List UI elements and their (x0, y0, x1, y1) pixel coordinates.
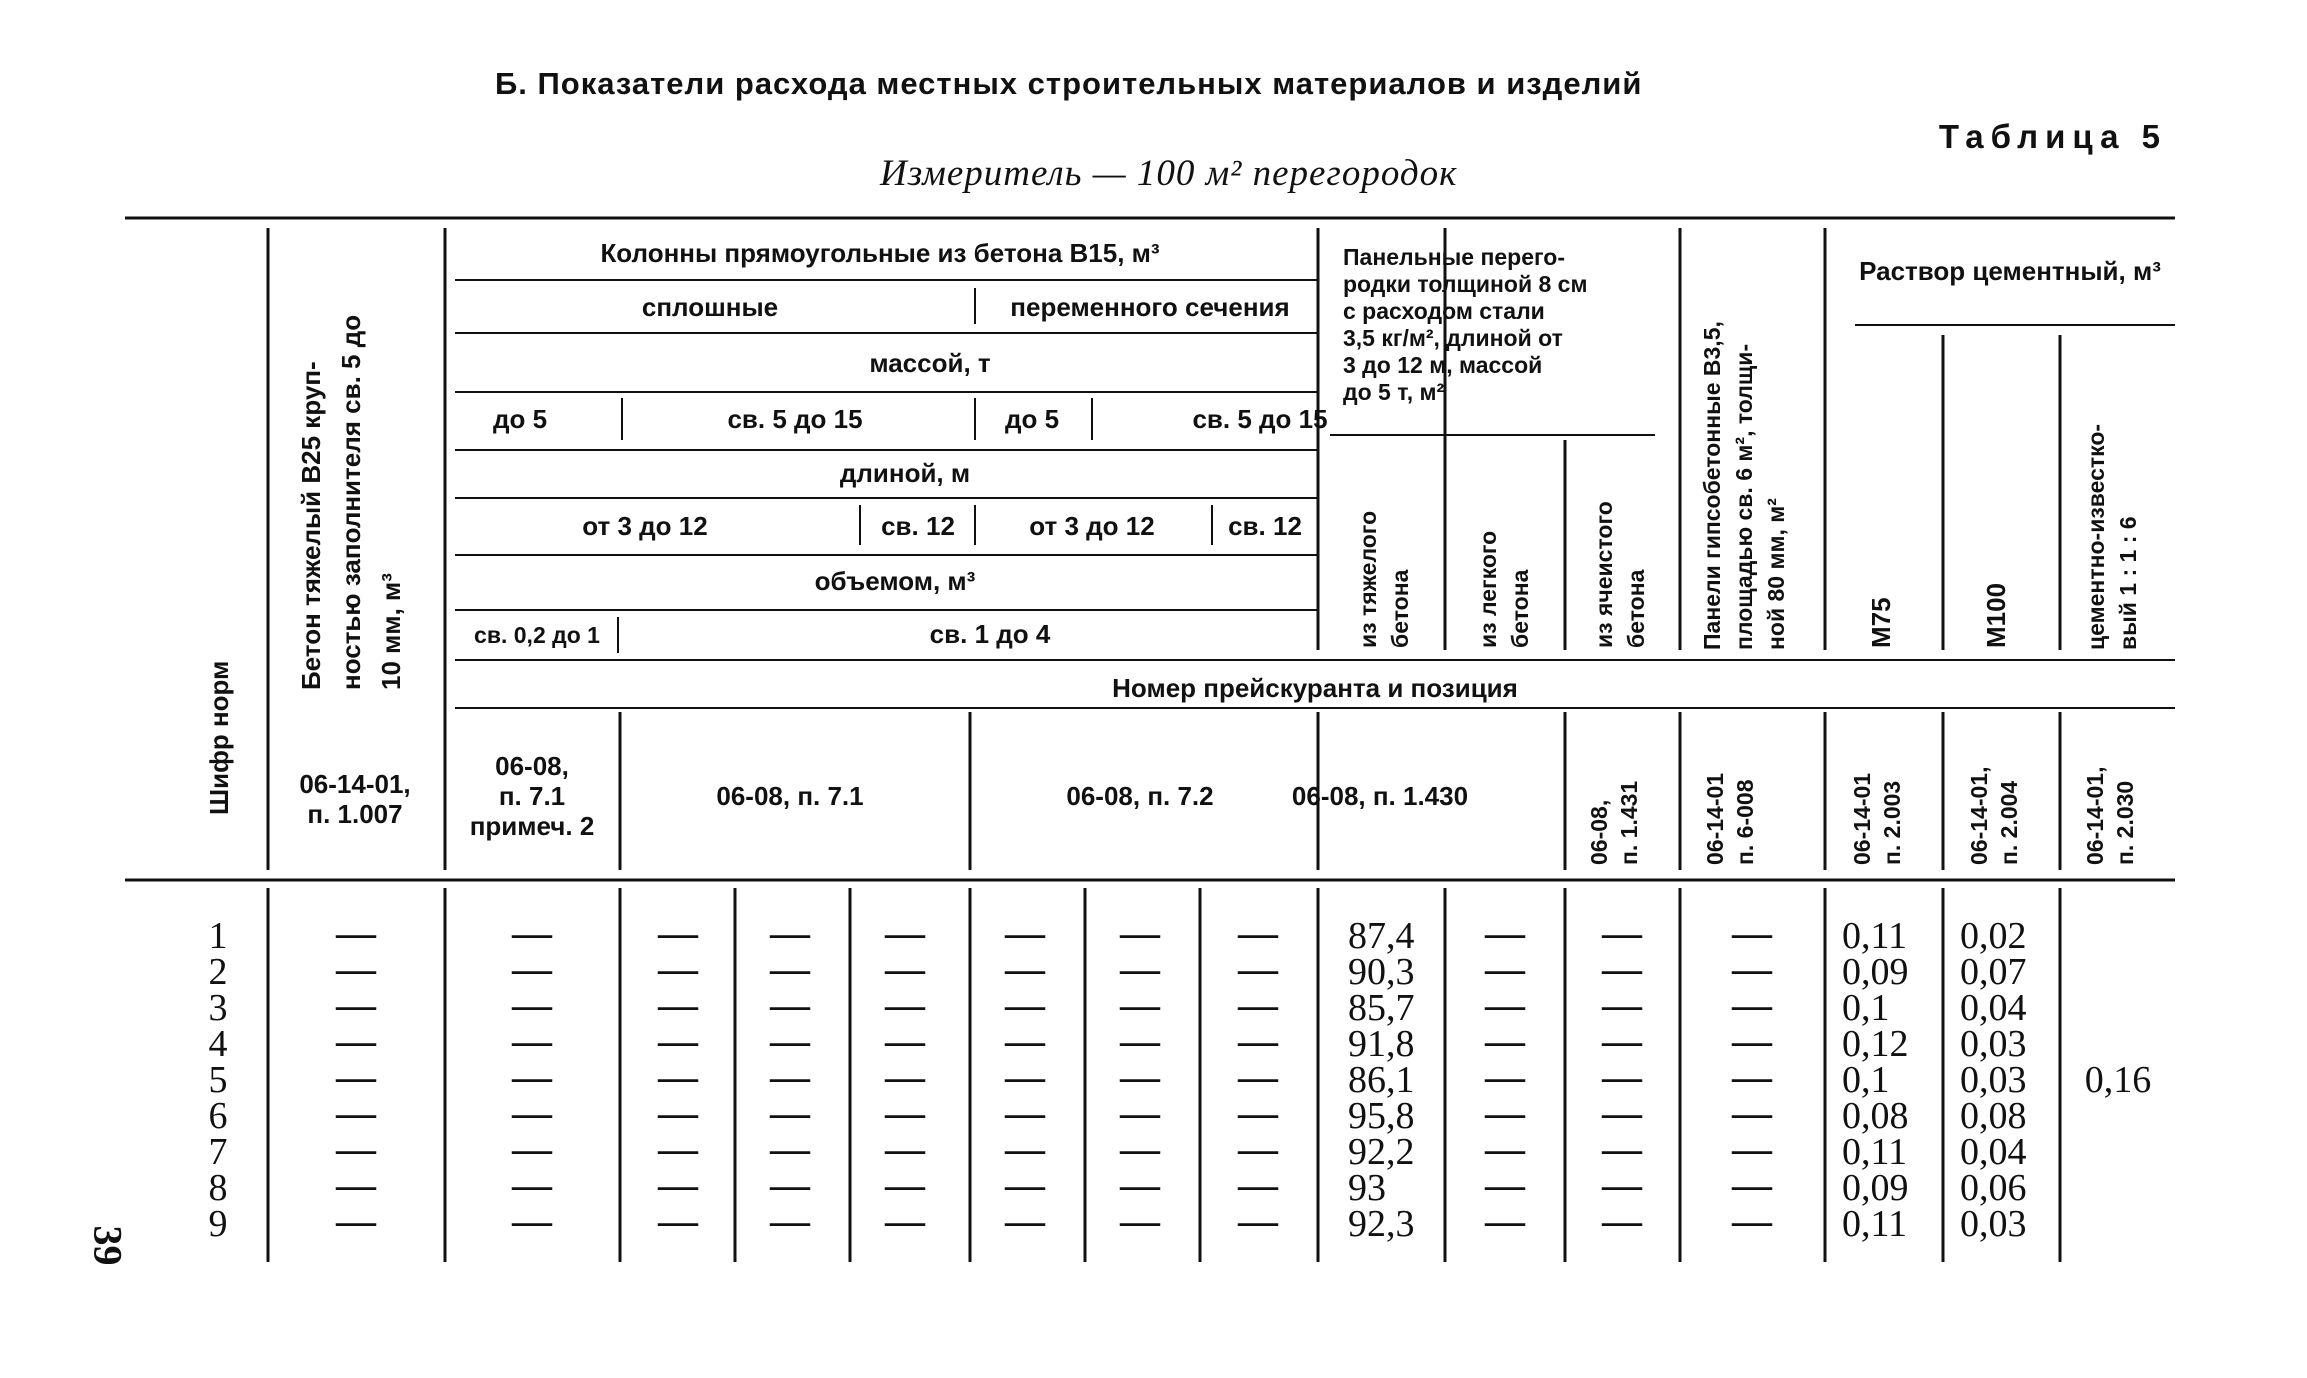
row-dash: — (658, 982, 698, 1027)
price-ref: п. 2.004 (1996, 780, 2022, 865)
concrete-header: 10 мм, м³ (376, 573, 406, 690)
volume-value: св. 1 до 4 (929, 619, 1051, 649)
row-dash: — (1732, 910, 1772, 955)
row-dash: — (770, 1054, 810, 1099)
row-dash: — (512, 1018, 552, 1063)
price-ref: 06-08, п. 7.2 (1066, 781, 1214, 811)
row-heavy-value: 90,3 (1348, 951, 1415, 993)
mass-value: до 5 (492, 404, 548, 434)
row-dash: — (1485, 910, 1525, 955)
code-header: Шифр норм (204, 660, 234, 815)
row-dash: — (658, 1018, 698, 1063)
row-m100-value: 0,03 (1960, 1023, 2027, 1065)
row-dash: — (1238, 1054, 1278, 1099)
price-ref: 06-14-01, (1966, 766, 1992, 865)
row-m100-value: 0,07 (1960, 951, 2027, 993)
row-dash: — (1732, 1126, 1772, 1171)
price-list-header: Номер прейскуранта и позиция (1112, 673, 1518, 703)
panel-header: 3 до 12 м, массой (1343, 352, 1543, 378)
length-value: св. 12 (1228, 511, 1302, 541)
row-dash: — (885, 946, 925, 991)
row-dash: — (1238, 910, 1278, 955)
mass-value: св. 5 до 15 (1192, 404, 1328, 434)
row-dash: — (336, 946, 376, 991)
row-dash: — (1005, 982, 1045, 1027)
row-code: 5 (208, 1059, 228, 1101)
row-dash: — (1485, 1054, 1525, 1099)
row-m100-value: 0,08 (1960, 1095, 2027, 1137)
measure-unit: Измеритель — 100 м² перегородок (880, 153, 1458, 194)
panel-header: 3,5 кг/м², длиной от (1343, 325, 1563, 351)
row-dash: — (1120, 1126, 1160, 1171)
row-code: 1 (208, 915, 228, 957)
row-m100-value: 0,03 (1960, 1203, 2027, 1245)
row-dash: — (1005, 1162, 1045, 1207)
row-dash: — (1732, 1054, 1772, 1099)
row-heavy-value: 91,8 (1348, 1023, 1415, 1065)
row-dash: — (1005, 1054, 1045, 1099)
row-dash: — (1485, 1198, 1525, 1243)
row-dash: — (1005, 1198, 1045, 1243)
mass-value: св. 5 до 15 (727, 404, 863, 434)
price-ref: 06-14-01 (1849, 772, 1875, 865)
page-number: 39 (85, 1225, 131, 1266)
row-dash: — (1238, 1126, 1278, 1171)
row-dash: — (1120, 1054, 1160, 1099)
row-m100-value: 0,04 (1960, 1131, 2027, 1173)
row-dash: — (770, 910, 810, 955)
row-dash: — (885, 1162, 925, 1207)
row-m100-value: 0,02 (1960, 915, 2027, 957)
row-dash: — (336, 910, 376, 955)
price-ref: 06-08, п. 7.1 (716, 781, 864, 811)
row-dash: — (1732, 1018, 1772, 1063)
row-dash: — (658, 1054, 698, 1099)
row-m75-value: 0,08 (1842, 1095, 1909, 1137)
row-dash: — (1602, 982, 1642, 1027)
row-dash: — (1005, 1018, 1045, 1063)
row-dash: — (1120, 1018, 1160, 1063)
row-dash: — (885, 910, 925, 955)
gypsum-header: ной 80 мм, м² (1763, 498, 1789, 650)
row-code: 6 (208, 1095, 228, 1137)
lime-value: 0,16 (2084, 1059, 2152, 1101)
row-dash: — (1005, 1090, 1045, 1135)
row-heavy-value: 93 (1348, 1167, 1386, 1209)
price-ref: 06-08, (495, 751, 569, 781)
row-dash: — (336, 1126, 376, 1171)
length-header: длиной, м (839, 458, 971, 488)
row-dash: — (1120, 1162, 1160, 1207)
row-dash: — (336, 1054, 376, 1099)
row-dash: — (1732, 1090, 1772, 1135)
table-label: Таблица 5 (1938, 118, 2167, 155)
row-dash: — (1602, 1018, 1642, 1063)
row-dash: — (1485, 946, 1525, 991)
row-dash: — (885, 1054, 925, 1099)
variable-header: переменного сечения (1010, 292, 1290, 322)
row-heavy-value: 92,2 (1348, 1131, 1415, 1173)
row-dash: — (1485, 1090, 1525, 1135)
row-dash: — (1602, 946, 1642, 991)
row-dash: — (1602, 1090, 1642, 1135)
section-title: Б. Показатели расхода местных строительных материалов и изделий (495, 66, 1643, 101)
row-dash: — (770, 1090, 810, 1135)
row-dash: — (1120, 982, 1160, 1027)
row-dash: — (1485, 1018, 1525, 1063)
row-dash: — (1732, 1162, 1772, 1207)
row-dash: — (512, 1090, 552, 1135)
panel-subheader: бетона (1387, 569, 1413, 648)
price-ref: примеч. 2 (469, 811, 595, 841)
row-dash: — (770, 1126, 810, 1171)
row-dash: — (770, 982, 810, 1027)
row-dash: — (1120, 1198, 1160, 1243)
row-dash: — (336, 1018, 376, 1063)
row-dash: — (885, 1126, 925, 1171)
row-dash: — (512, 1054, 552, 1099)
row-dash: — (1238, 982, 1278, 1027)
price-ref: п. 7.1 (498, 781, 566, 811)
row-dash: — (1005, 910, 1045, 955)
row-dash: — (1238, 946, 1278, 991)
row-code: 9 (208, 1203, 228, 1245)
mortar-header: Раствор цементный, м³ (1859, 256, 2161, 286)
price-ref: п. 6-008 (1732, 779, 1758, 865)
panel-header: до 5 т, м² (1343, 379, 1445, 405)
row-dash: — (658, 1126, 698, 1171)
concrete-header: Бетон тяжелый В25 круп- (296, 361, 326, 690)
row-heavy-value: 92,3 (1348, 1203, 1415, 1245)
mass-value: до 5 (1004, 404, 1060, 434)
row-dash: — (885, 982, 925, 1027)
price-ref: 06-14-01, (299, 769, 411, 799)
panel-subheader: бетона (1623, 569, 1649, 648)
row-dash: — (1602, 910, 1642, 955)
price-ref: п. 2.030 (2112, 780, 2138, 865)
row-dash: — (1602, 1198, 1642, 1243)
row-dash: — (885, 1198, 925, 1243)
mortar-subheader: вый 1 : 1 : 6 (2115, 516, 2141, 650)
row-dash: — (658, 1198, 698, 1243)
row-dash: — (1602, 1126, 1642, 1171)
row-code: 7 (208, 1131, 228, 1173)
row-dash: — (1732, 946, 1772, 991)
row-dash: — (336, 982, 376, 1027)
gypsum-header: Панели гипсобетонные В3,5, (1699, 321, 1725, 650)
panel-subheader: бетона (1507, 569, 1533, 648)
panel-header: родки толщиной 8 см (1343, 271, 1588, 297)
row-dash: — (658, 946, 698, 991)
row-code: 2 (208, 951, 228, 993)
row-dash: — (1120, 910, 1160, 955)
panel-subheader: из легкого (1475, 530, 1501, 648)
row-m100-value: 0,03 (1960, 1059, 2027, 1101)
row-dash: — (1120, 946, 1160, 991)
price-ref: п. 1.007 (307, 799, 403, 829)
price-ref: 06-08, (1586, 799, 1612, 865)
row-m75-value: 0,11 (1842, 915, 1908, 957)
mass-header: массой, т (869, 348, 991, 378)
columns-header: Колонны прямоугольные из бетона В15, м³ (600, 238, 1160, 268)
row-dash: — (1602, 1162, 1642, 1207)
row-dash: — (770, 1198, 810, 1243)
mortar-subheader: цементно-известко- (2083, 423, 2109, 650)
row-dash: — (1005, 946, 1045, 991)
row-m75-value: 0,09 (1842, 951, 1909, 993)
row-heavy-value: 86,1 (1348, 1059, 1415, 1101)
row-dash: — (1732, 1198, 1772, 1243)
row-dash: — (336, 1162, 376, 1207)
row-dash: — (658, 1090, 698, 1135)
row-heavy-value: 87,4 (1348, 915, 1415, 957)
panel-subheader: из тяжелого (1355, 510, 1381, 648)
row-dash: — (1238, 1198, 1278, 1243)
row-m75-value: 0,09 (1842, 1167, 1909, 1209)
length-value: от 3 до 12 (582, 511, 708, 541)
row-dash: — (512, 1162, 552, 1207)
row-dash: — (1238, 1018, 1278, 1063)
price-ref: 06-14-01 (1702, 772, 1728, 865)
price-ref: 06-08, п. 1.430 (1291, 781, 1469, 811)
row-dash: — (658, 910, 698, 955)
row-m75-value: 0,1 (1842, 987, 1890, 1029)
row-m100-value: 0,04 (1960, 987, 2027, 1029)
volume-header: объемом, м³ (814, 566, 976, 596)
mortar-subheader: М100 (1981, 582, 2011, 648)
row-dash: — (1732, 982, 1772, 1027)
row-dash: — (1485, 1162, 1525, 1207)
row-dash: — (512, 946, 552, 991)
gypsum-header: площадью св. 6 м², толщи- (1731, 343, 1757, 650)
concrete-header: ностью заполнителя св. 5 до (336, 314, 366, 690)
price-ref: п. 2.003 (1879, 780, 1905, 865)
row-m100-value: 0,06 (1960, 1167, 2027, 1209)
price-ref: п. 1.431 (1616, 780, 1642, 865)
row-dash: — (1485, 1126, 1525, 1171)
row-m75-value: 0,12 (1842, 1023, 1909, 1065)
row-dash: — (770, 1162, 810, 1207)
row-heavy-value: 95,8 (1348, 1095, 1415, 1137)
row-dash: — (336, 1090, 376, 1135)
row-dash: — (512, 982, 552, 1027)
row-code: 3 (208, 987, 228, 1029)
row-dash: — (1005, 1126, 1045, 1171)
row-dash: — (1238, 1090, 1278, 1135)
panel-header: Панельные перего- (1343, 244, 1565, 270)
row-dash: — (885, 1018, 925, 1063)
row-dash: — (1120, 1090, 1160, 1135)
row-dash: — (512, 1198, 552, 1243)
length-value: от 3 до 12 (1029, 511, 1155, 541)
panel-subheader: из ячеистого (1591, 501, 1617, 648)
mortar-subheader: М75 (1866, 597, 1896, 648)
row-dash: — (512, 1126, 552, 1171)
row-dash: — (885, 1090, 925, 1135)
solid-header: сплошные (641, 292, 779, 322)
row-dash: — (512, 910, 552, 955)
row-dash: — (1485, 982, 1525, 1027)
row-code: 4 (208, 1023, 228, 1065)
panel-header: с расходом стали (1343, 298, 1545, 324)
row-dash: — (658, 1162, 698, 1207)
row-dash: — (1602, 1054, 1642, 1099)
row-dash: — (336, 1198, 376, 1243)
price-ref: 06-14-01, (2082, 766, 2108, 865)
row-dash: — (770, 946, 810, 991)
volume-value: св. 0,2 до 1 (474, 622, 600, 648)
row-m75-value: 0,1 (1842, 1059, 1890, 1101)
row-dash: — (1238, 1162, 1278, 1207)
row-heavy-value: 85,7 (1348, 987, 1415, 1029)
row-m75-value: 0,11 (1842, 1131, 1908, 1173)
row-code: 8 (208, 1167, 228, 1209)
length-value: св. 12 (881, 511, 955, 541)
row-dash: — (770, 1018, 810, 1063)
row-m75-value: 0,11 (1842, 1203, 1908, 1245)
